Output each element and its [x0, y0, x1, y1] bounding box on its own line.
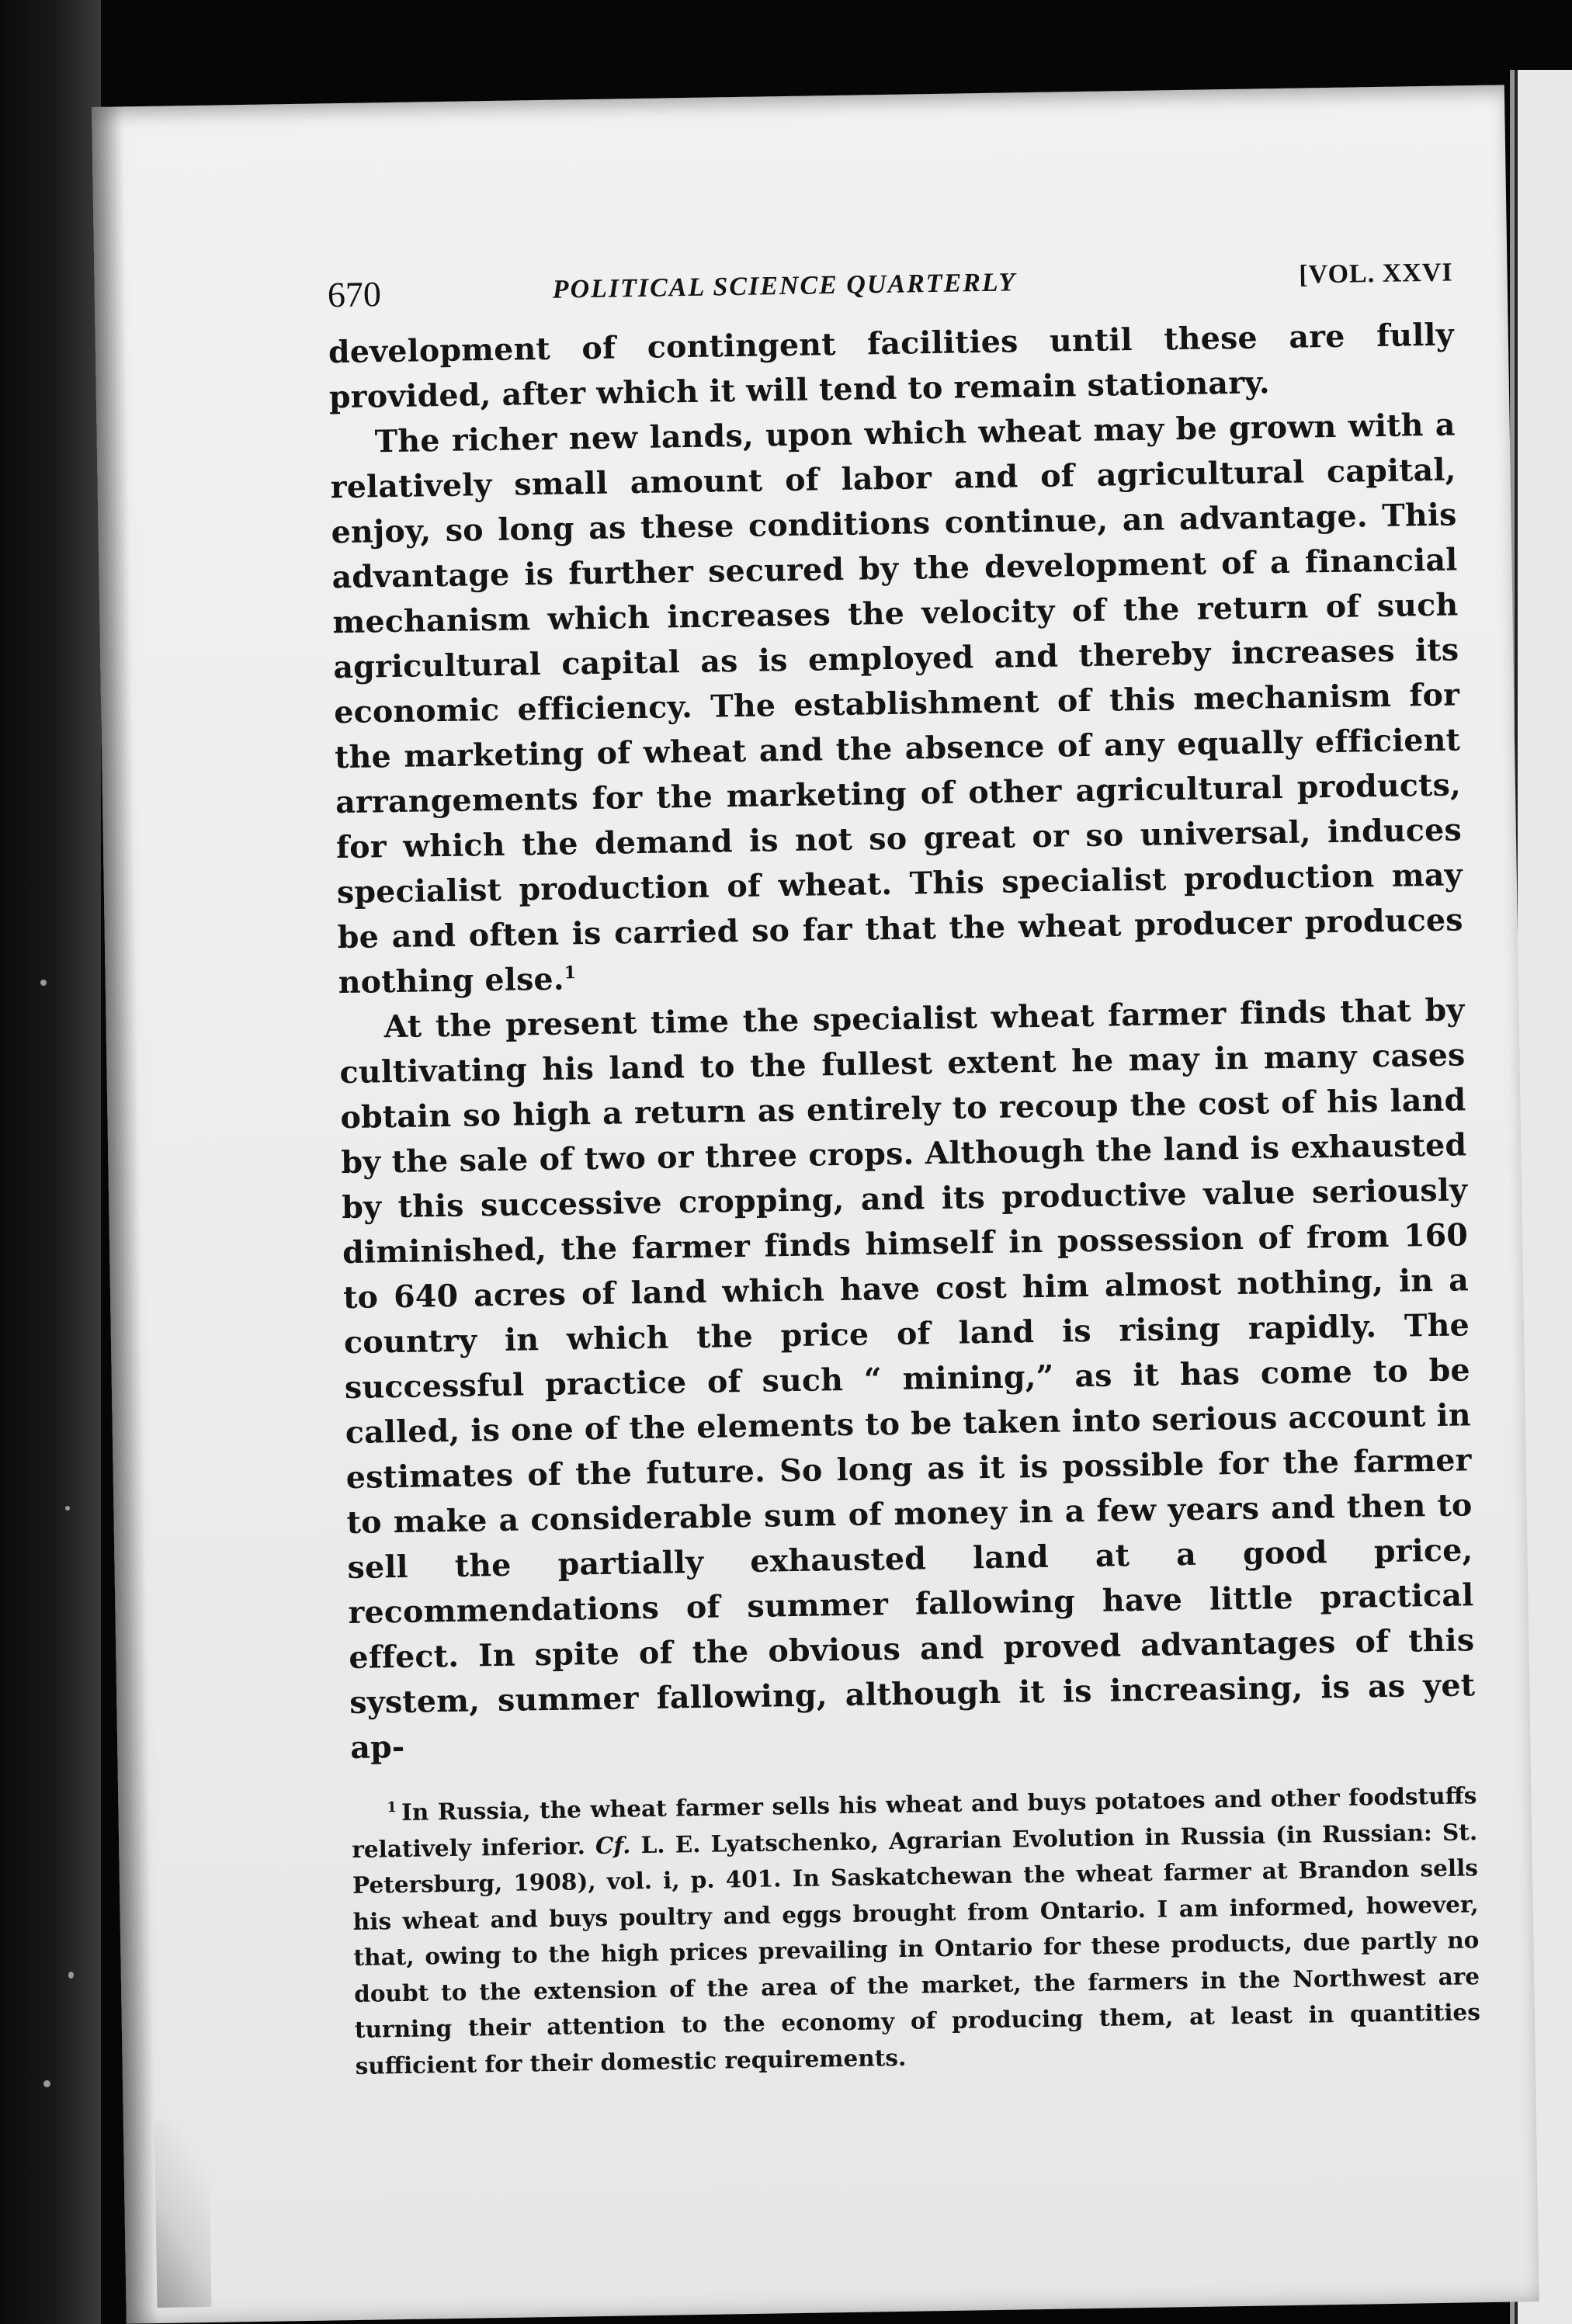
volume-label: [VOL. XXVI [1299, 258, 1453, 290]
scanner-left-margin [0, 0, 101, 2324]
journal-title: POLITICAL SCIENCE QUARTERLY [552, 268, 1017, 304]
paragraph-3: At the present time the specialist wheat farmer finds that by cultivating his land to the fullest extent he may in many cases obtain so high a return as entirely to recoup the cost of his land by the sale of two or three crops. Although the land is exhausted by this successive cropping, and its productive value seriously diminished, the farmer finds himself in possession of from 160 to 640 acres of land which have cost him almost nothing, in a country in which the price of land is rising rapidly. The successful practice of such “ mining,” as it has come to be called, is one of the elements to be taken into serious account in estimates of the future. So long as it is possible for the farmer to make a considerable sum of money in a few years and then to sell the partially exhausted land at a good price, recommendations of summer fallowing have little practical effect. In spite of the obvious and proved advantages of this system, summer fallowing, although it is increasing, is as yet ap- [339, 992, 1476, 1767]
page-gutter-shadow [92, 106, 158, 2323]
scan-speck [43, 2080, 50, 2087]
scan-speck [65, 1506, 70, 1511]
page-content [327, 256, 1480, 2083]
footnote [351, 1778, 1481, 2084]
book-page [92, 85, 1539, 2323]
footnote-reference: 1 [564, 963, 577, 983]
scan-speck [40, 980, 47, 986]
footnote-text-part-1: In Russia, the wheat farmer sells his wheat and buys potatoes and other foodstuffs relatively inferior. [352, 1781, 1477, 1863]
paragraph-1: development of contingent facilities until these are fully provided, after which it will tend to remain stationary. [328, 317, 1455, 416]
paragraph-2 [329, 402, 1464, 1005]
footnote-cf: Cf. [595, 1830, 631, 1859]
scan-speck [68, 1972, 74, 1979]
body-text [328, 312, 1477, 1771]
footnote-text-part-2: L. E. Lyatschenko, Agrarian Evolution in Russia (in Russian: St. Petersburg, 1908), vol. i, p. 401. In Saskatchewan the wheat farmer at Brandon sells his wheat and buys poultry and eggs brought from Ontario. I am informed, however, that, owing to the high prices prevailing in Ontario for these products, due partly no doubt to the extension of the area of the market, the farmers in the Northwest are turning their attention to the economy of producing them, at least in quantities sufficient for their domestic requirements. [352, 1817, 1481, 2079]
paragraph-2-text: The richer new lands, upon which wheat may be grown with a relatively small amount of labor and of agricultural capital, enjoy, so long as these conditions continue, an advantage. This advantage is further secured by the development of a financial mechanism which increases the velocity of the return of such agricultural capital as is employed and thereby increases its economic efficiency. The establishment of this mechanism for the marketing of wheat and the absence of any equally efficient arrangements for the marketing of other agricultural products, for which the demand is not so great or so universal, induces specialist production of wheat. This specialist production may be and often is carried so far that the wheat producer produces nothing else. [330, 407, 1464, 1001]
page-number: 670 [327, 274, 382, 315]
page-corner-fold [154, 2121, 212, 2308]
footnote-marker: 1 [387, 1799, 397, 1816]
